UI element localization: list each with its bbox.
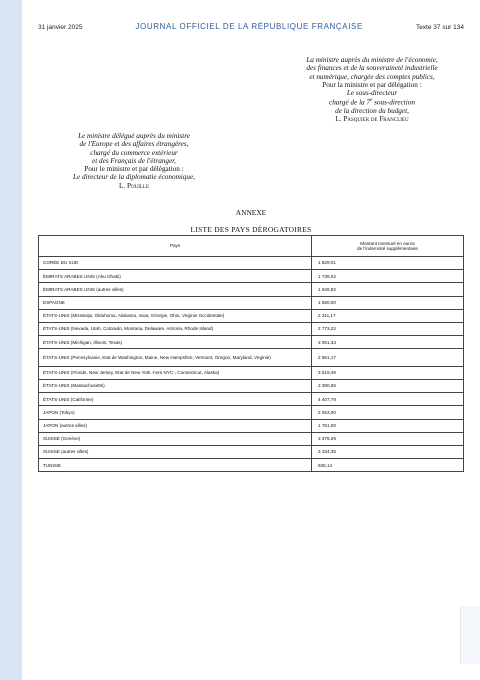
cell-pays: ÉTATS-UNIS (Floride, New Jersey, Etat de New York -hors NYC-, Connecticut, Alaska)	[39, 366, 312, 379]
signatory-name: L. Pouille	[118, 181, 150, 190]
table-row	[39, 309, 464, 322]
text-number: Texte 37 sur 134	[415, 24, 464, 31]
cell-montant: 2 773,22	[312, 322, 464, 335]
table-row	[39, 432, 464, 445]
table-row	[39, 380, 464, 393]
signature-superscript: e	[370, 98, 373, 104]
signature-line: et numérique, chargée des comptes publics,	[309, 72, 435, 81]
cell-pays: ÉTATS-UNIS (Mississipi, Oklahoma, Alabama, Iowa, Géorgie, Ohio, Virginie Occidentale)	[39, 309, 312, 322]
cell-pays: ESPAGNE	[39, 296, 312, 309]
signature-line: Le directeur de la diplomatie économique,	[73, 173, 195, 182]
annexe-title: ANNEXE	[235, 208, 267, 217]
signature-line: des finances et de la souveraineté industrielle	[306, 64, 438, 73]
table-row	[39, 349, 464, 367]
cell-montant: 935,14	[312, 459, 464, 472]
cell-montant: 2 311,17	[312, 309, 464, 322]
column-header-pays: Pays	[39, 236, 312, 257]
cell-pays: ÉTATS-UNIS (Pennsylvanie, Etat de Washington, Maine, New Hampshire, Vermont, Oregon, Maryland, Virginie)	[39, 349, 312, 367]
cell-pays: ÉTATS-UNIS (Michigan, Illinois, Texas)	[39, 336, 312, 349]
table-row	[39, 393, 464, 406]
cell-montant: 2 053,00	[312, 406, 464, 419]
table-row	[39, 445, 464, 458]
table-row	[39, 406, 464, 419]
signature-line: chargé du commerce extérieur	[90, 148, 178, 157]
signatory-name: L. Pasquier de Franclieu	[335, 115, 409, 124]
table-row	[39, 419, 464, 432]
annexe-subtitle: LISTE DES PAYS DÉROGATOIRES	[190, 225, 312, 234]
table-row	[39, 283, 464, 296]
table-row	[39, 296, 464, 309]
signature-line: Pour le ministre et par délégation :	[84, 165, 184, 174]
cell-montant: 1 829,01	[312, 257, 464, 270]
column-header-line: Montant mensuel en euros	[360, 240, 415, 246]
table-row	[39, 270, 464, 283]
cell-pays: SUISSE (Genève)	[39, 432, 312, 445]
cell-pays: JAPON (Tokyo)	[39, 406, 312, 419]
table-row	[39, 459, 464, 472]
signature-line: de la direction du budget,	[335, 107, 409, 116]
signature-line: Pour la ministre et par délégation :	[322, 80, 422, 89]
page-header	[38, 22, 464, 31]
cell-pays: ÉTATS-UNIS (Nevada, Utah, Colorado, Montana, Delaware, Arizona, Rhode Island)	[39, 322, 312, 335]
signature-line: Le sous-directeur	[346, 89, 398, 98]
header-date: 31 janvier 2025	[38, 24, 83, 31]
cell-montant: 1 751,00	[312, 419, 464, 432]
cell-pays: TUNISIE	[39, 459, 312, 472]
cell-montant: 3 376,29	[312, 432, 464, 445]
table-header-row	[39, 236, 464, 257]
column-header-line: de l'indemnité supplémentaire	[357, 246, 418, 251]
signature-line: Le ministre délégué auprès du ministre	[78, 132, 190, 140]
document-page	[22, 0, 480, 680]
signature-line: La ministre auprès du ministre de l'économie,	[306, 56, 438, 64]
table-row	[39, 322, 464, 335]
signature-line	[272, 97, 472, 107]
signature-block-right	[272, 56, 472, 124]
cell-montant: 3 519,49	[312, 366, 464, 379]
cell-pays: CORÉE DU SUD	[39, 257, 312, 270]
cell-montant: 1 680,00	[312, 296, 464, 309]
signature-line: et des Français de l'étranger,	[92, 156, 176, 165]
cell-pays: SUISSE (autres villes)	[39, 445, 312, 458]
signature-line-part: sous-direction	[372, 98, 415, 107]
cell-montant: 3 390,65	[312, 380, 464, 393]
cell-pays: JAPON (autres villes)	[39, 419, 312, 432]
cell-montant: 1 739,02	[312, 270, 464, 283]
cell-pays: ÉMIRATS ARABES UNIS (Abu Dhabi)	[39, 270, 312, 283]
column-header-montant	[312, 236, 464, 257]
cell-pays: ÉMIRATS ARABES UNIS (autres villes)	[39, 283, 312, 296]
table-row	[39, 336, 464, 349]
table-row	[39, 257, 464, 270]
table-row	[39, 366, 464, 379]
countries-table	[38, 235, 464, 472]
signature-block-left	[34, 132, 234, 190]
cell-pays: ÉTATS-UNIS (Californie)	[39, 393, 312, 406]
cell-montant: 3 334,35	[312, 445, 464, 458]
cell-pays: ÉTATS-UNIS (Massachusetts)	[39, 380, 312, 393]
signature-line-part: chargé de la 7	[329, 98, 371, 107]
page-corner-badge	[460, 606, 480, 664]
cell-montant: 2 961,17	[312, 349, 464, 367]
cell-montant: 4 407,78	[312, 393, 464, 406]
cell-montant: 3 061,33	[312, 336, 464, 349]
signature-line: de l'Europe et des affaires étrangères,	[79, 140, 189, 149]
journal-title: JOURNAL OFFICIEL DE LA RÉPUBLIQUE FRANÇAISE	[135, 22, 363, 31]
cell-montant: 1 949,92	[312, 283, 464, 296]
